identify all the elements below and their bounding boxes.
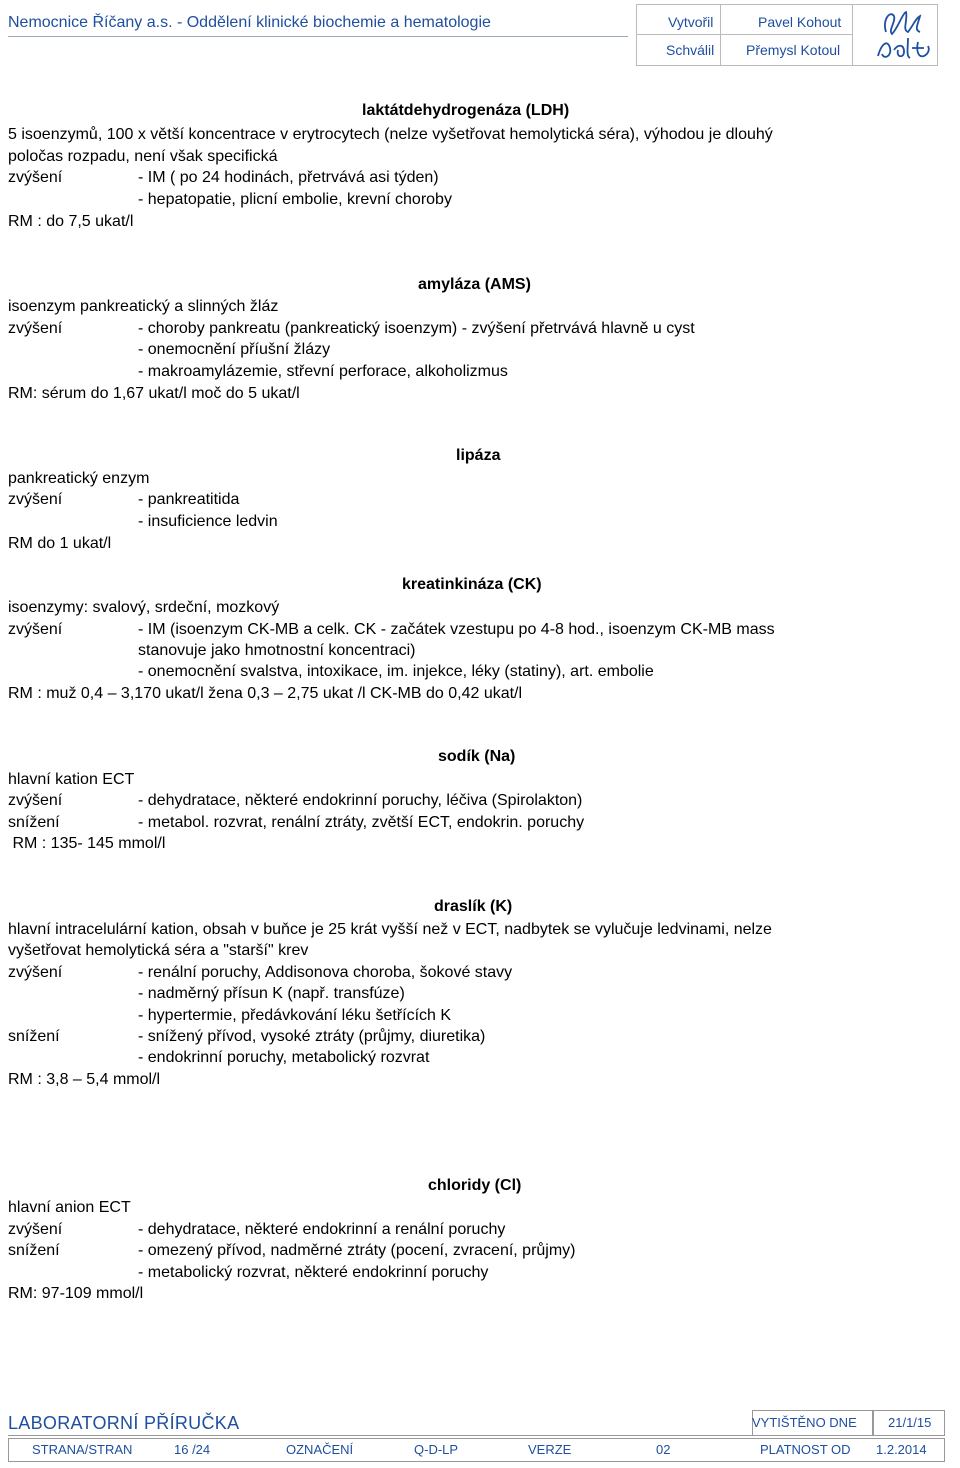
ams-increase-item: - choroby pankreatu (pankreatický isoenzym) - zvýšení přetrvává hlavně u cyst xyxy=(138,320,695,337)
section-title-lipaza: lipáza xyxy=(456,447,501,464)
section-title-ams: amyláza (AMS) xyxy=(418,276,531,293)
k-increase-item: - nadměrný přísun K (např. transfúze) xyxy=(138,985,405,1002)
approved-by: Přemysl Kotoul xyxy=(746,42,841,58)
ldh-intro: poločas rozpadu, není však specifická xyxy=(8,148,278,165)
printed-box-divider xyxy=(872,1410,874,1436)
cl-intro: hlavní anion ECT xyxy=(8,1199,131,1216)
cl-decrease-item: - metabolický rozvrat, některé endokrinní poruchy xyxy=(138,1264,489,1281)
na-increase-item: - dehydratace, některé endokrinní poruchy, léčiva (Spirolakton) xyxy=(138,792,583,809)
k-increase-label: zvýšení xyxy=(8,964,63,981)
printed-value: 21/1/15 xyxy=(888,1415,932,1430)
footer-divider xyxy=(8,1435,943,1436)
section-title-k: draslík (K) xyxy=(434,898,513,915)
mark-label: OZNAČENÍ xyxy=(286,1442,354,1457)
ldh-intro: 5 isoenzymů, 100 x větší koncentrace v erytrocytech (nelze vyšetřovat hemolytická séra), výhodou je dlouhý xyxy=(8,126,773,143)
valid-value: 1.2.2014 xyxy=(876,1442,927,1457)
ck-reference-range: RM : muž 0,4 – 3,170 ukat/l žena 0,3 – 2,75 ukat /l CK-MB do 0,42 ukat/l xyxy=(8,685,523,702)
section-title-na: sodík (Na) xyxy=(438,748,516,765)
lipaza-increase-item: - pankreatitida xyxy=(138,491,240,508)
lipaza-intro: pankreatický enzym xyxy=(8,470,150,487)
ams-intro: isoenzym pankreatický a slinných žláz xyxy=(8,298,279,315)
k-intro: vyšetřovat hemolytická séra a "starší" krev xyxy=(8,942,309,959)
ams-increase-item: - makroamylázemie, střevní perforace, alkoholizmus xyxy=(138,363,508,380)
signature-image xyxy=(868,4,936,64)
approval-box-divider xyxy=(720,4,721,66)
ck-increase-item: - IM (isoenzym CK-MB a celk. CK - začátek vzestupu po 4-8 hod., isoenzym CK-MB mass xyxy=(138,621,775,638)
printed-label: VYTIŠTĚNO DNE xyxy=(752,1415,857,1430)
page-label: STRANA/STRAN xyxy=(32,1442,133,1457)
version-label: VERZE xyxy=(528,1442,572,1457)
cl-reference-range: RM: 97-109 mmol/l xyxy=(8,1285,144,1302)
header-divider xyxy=(8,36,628,37)
section-title-cl: chloridy (Cl) xyxy=(428,1177,522,1194)
k-intro: hlavní intracelulární kation, obsah v buňce je 25 krát vyšší než v ECT, nadbytek se vylučuje ledvinami, nelze xyxy=(8,921,772,938)
mark-value: Q-D-LP xyxy=(414,1442,459,1457)
version-value: 02 xyxy=(656,1442,671,1457)
created-label: Vytvořil xyxy=(668,14,714,30)
na-intro: hlavní kation ECT xyxy=(8,771,135,788)
k-decrease-label: snížení xyxy=(8,1028,60,1045)
ldh-reference-range: RM : do 7,5 ukat/l xyxy=(8,213,134,230)
created-by: Pavel Kohout xyxy=(758,14,842,30)
ams-increase-item: - onemocnění příušní žlázy xyxy=(138,341,331,358)
page-value: 16 /24 xyxy=(174,1442,211,1457)
document-header-title: Nemocnice Říčany a.s. - Oddělení klinické biochemie a hematologie xyxy=(8,14,491,31)
ck-intro: isoenzymy: svalový, srdeční, mozkový xyxy=(8,599,280,616)
cl-increase-item: - dehydratace, některé endokrinní a renální poruchy xyxy=(138,1221,506,1238)
approved-label: Schválil xyxy=(666,42,715,58)
ldh-increase-item: - IM ( po 24 hodinách, přetrvává asi týden) xyxy=(138,169,439,186)
na-increase-label: zvýšení xyxy=(8,792,63,809)
na-reference-range: RM : 135- 145 mmol/l xyxy=(8,835,166,852)
k-decrease-item: - snížený přívod, vysoké ztráty (průjmy, diuretika) xyxy=(138,1028,486,1045)
lipaza-increase-item: - insuficience ledvin xyxy=(138,513,278,530)
k-decrease-item: - endokrinní poruchy, metabolický rozvrat xyxy=(138,1049,430,1066)
approval-box-divider xyxy=(852,4,853,66)
k-reference-range: RM : 3,8 – 5,4 mmol/l xyxy=(8,1071,161,1088)
cl-increase-label: zvýšení xyxy=(8,1221,63,1238)
na-decrease-label: snížení xyxy=(8,814,60,831)
k-increase-item: - renální poruchy, Addisonova choroba, šokové stavy xyxy=(138,964,513,981)
ck-increase-label: zvýšení xyxy=(8,621,63,638)
lipaza-increase-label: zvýšení xyxy=(8,491,63,508)
lipaza-reference-range: RM do 1 ukat/l xyxy=(8,535,112,552)
cl-decrease-item: - omezený přívod, nadměrné ztráty (pocení, zvracení, průjmy) xyxy=(138,1242,576,1259)
ldh-increase-label: zvýšení xyxy=(8,169,63,186)
cl-decrease-label: snížení xyxy=(8,1242,60,1259)
ldh-increase-item: - hepatopatie, plicní embolie, krevní choroby xyxy=(138,191,452,208)
ams-reference-range: RM: sérum do 1,67 ukat/l moč do 5 ukat/l xyxy=(8,385,300,402)
ck-increase-item: - onemocnění svalstva, intoxikace, im. injekce, léky (statiny), art. embolie xyxy=(138,663,654,680)
na-decrease-item: - metabol. rozvrat, renální ztráty, zvětší ECT, endokrin. poruchy xyxy=(138,814,585,831)
valid-label: PLATNOST OD xyxy=(760,1442,851,1457)
section-title-ldh: laktátdehydrogenáza (LDH) xyxy=(362,102,570,119)
approval-box-divider xyxy=(636,34,852,35)
section-title-ck: kreatinkináza (CK) xyxy=(402,576,542,593)
footer-title: LABORATORNÍ PŘÍRUČKA xyxy=(8,1413,240,1433)
ams-increase-label: zvýšení xyxy=(8,320,63,337)
ck-increase-item: stanovuje jako hmotnostní koncentraci) xyxy=(138,642,416,659)
k-increase-item: - hypertermie, předávkování léku šetřících K xyxy=(138,1007,452,1024)
